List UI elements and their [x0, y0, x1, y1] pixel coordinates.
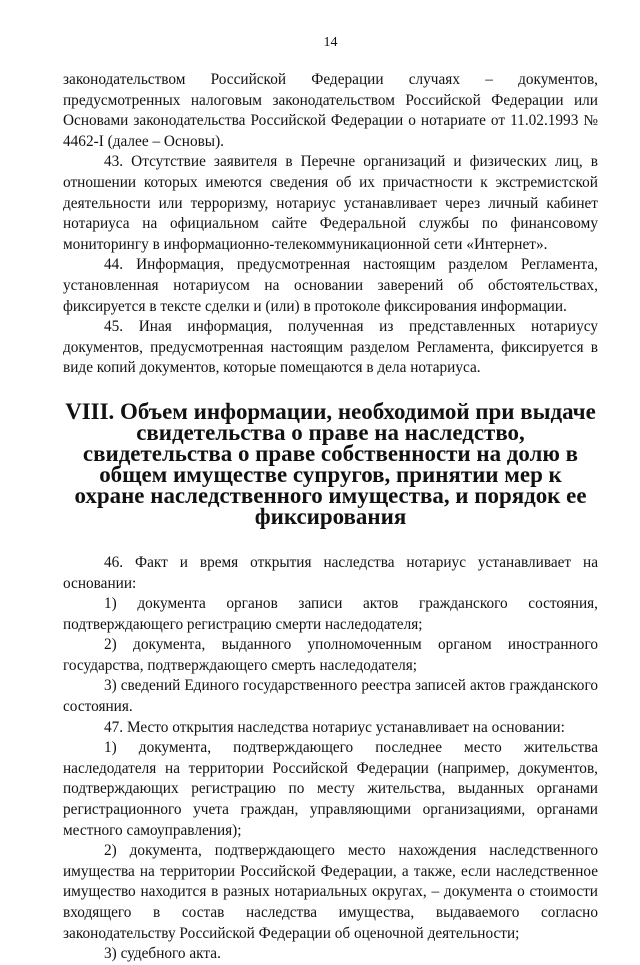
paragraph-44: 44. Информация, предусмотренная настоящим разделом Регламента, установленная нотариусом на основании заверений об обстоятельствах, фиксируется в тексте сделки и (или) в протоколе фиксирования информации. — [63, 256, 598, 315]
page-number: 14 — [323, 35, 338, 50]
list-item-47-2: 2) документа, подтверждающего место нахождения наследственного имущества на территории Российской Федерации, а также, если наследственное имущество находится в разных нотариальных округах, – документа о стоимости входящего в состав наследства имущества, выдаваемого согласно законодательству Российской Федерации об оценочной деятельности; — [63, 842, 598, 942]
list-item-46-1: 1) документа органов записи актов гражданского состояния, подтверждающего регистрацию смерти наследодателя; — [63, 595, 598, 633]
paragraph-43: 43. Отсутствие заявителя в Перечне организаций и физических лиц, в отношении которых имеются сведения об их причастности к экстремистской деятельности или терроризму, нотариус устанавливает через личный кабинет нотариуса на официальном сайте Федеральной службы по финансовому мониторингу в информационно-телекоммуникационной сети «Интернет». — [63, 153, 598, 253]
section-heading: VIII. Объем информации, необходимой при выдаче свидетельства о праве на наследство, свидетельства о праве собственности на долю в общем имуществе супругов, принятии мер к охране наследственного имущества, и порядок ее фиксирования — [65, 398, 596, 529]
paragraph-continuation: законодательством Российской Федерации случаях – документов, предусмотренных налоговым законодательством Российской Федерации или Основами законодательства Российской Федерации о нотариате от 11.02.1993 № 4462-I (далее – Основы). — [63, 71, 598, 150]
paragraph-46: 46. Факт и время открытия наследства нотариус устанавливает на основании: — [63, 553, 598, 592]
list-item-47-1: 1) документа, подтверждающего последнее место жительства наследодателя на территории Российской Федерации (например, документов, подтверждающих регистрацию по месту жительства, выданных органами регистрационного учета граждан, управляющими организациями, органами местного самоуправления); — [63, 739, 598, 839]
list-item-46-2: 2) документа, выданного уполномоченным органом иностранного государства, подтверждающего смерть наследодателя; — [63, 636, 598, 674]
paragraph-45: 45. Иная информация, полученная из представленных нотариусу документов, предусмотренная настоящим разделом Регламента, фиксируется в виде копий документов, которые помещаются в дела нотариуса. — [63, 318, 598, 377]
paragraph-47: 47. Место открытия наследства нотариус устанавливает на основании: — [104, 718, 565, 736]
list-item-47-3: 3) судебного акта. — [104, 945, 221, 963]
list-item-46-3: 3) сведений Единого государственного реестра записей актов гражданского состояния. — [63, 677, 598, 716]
